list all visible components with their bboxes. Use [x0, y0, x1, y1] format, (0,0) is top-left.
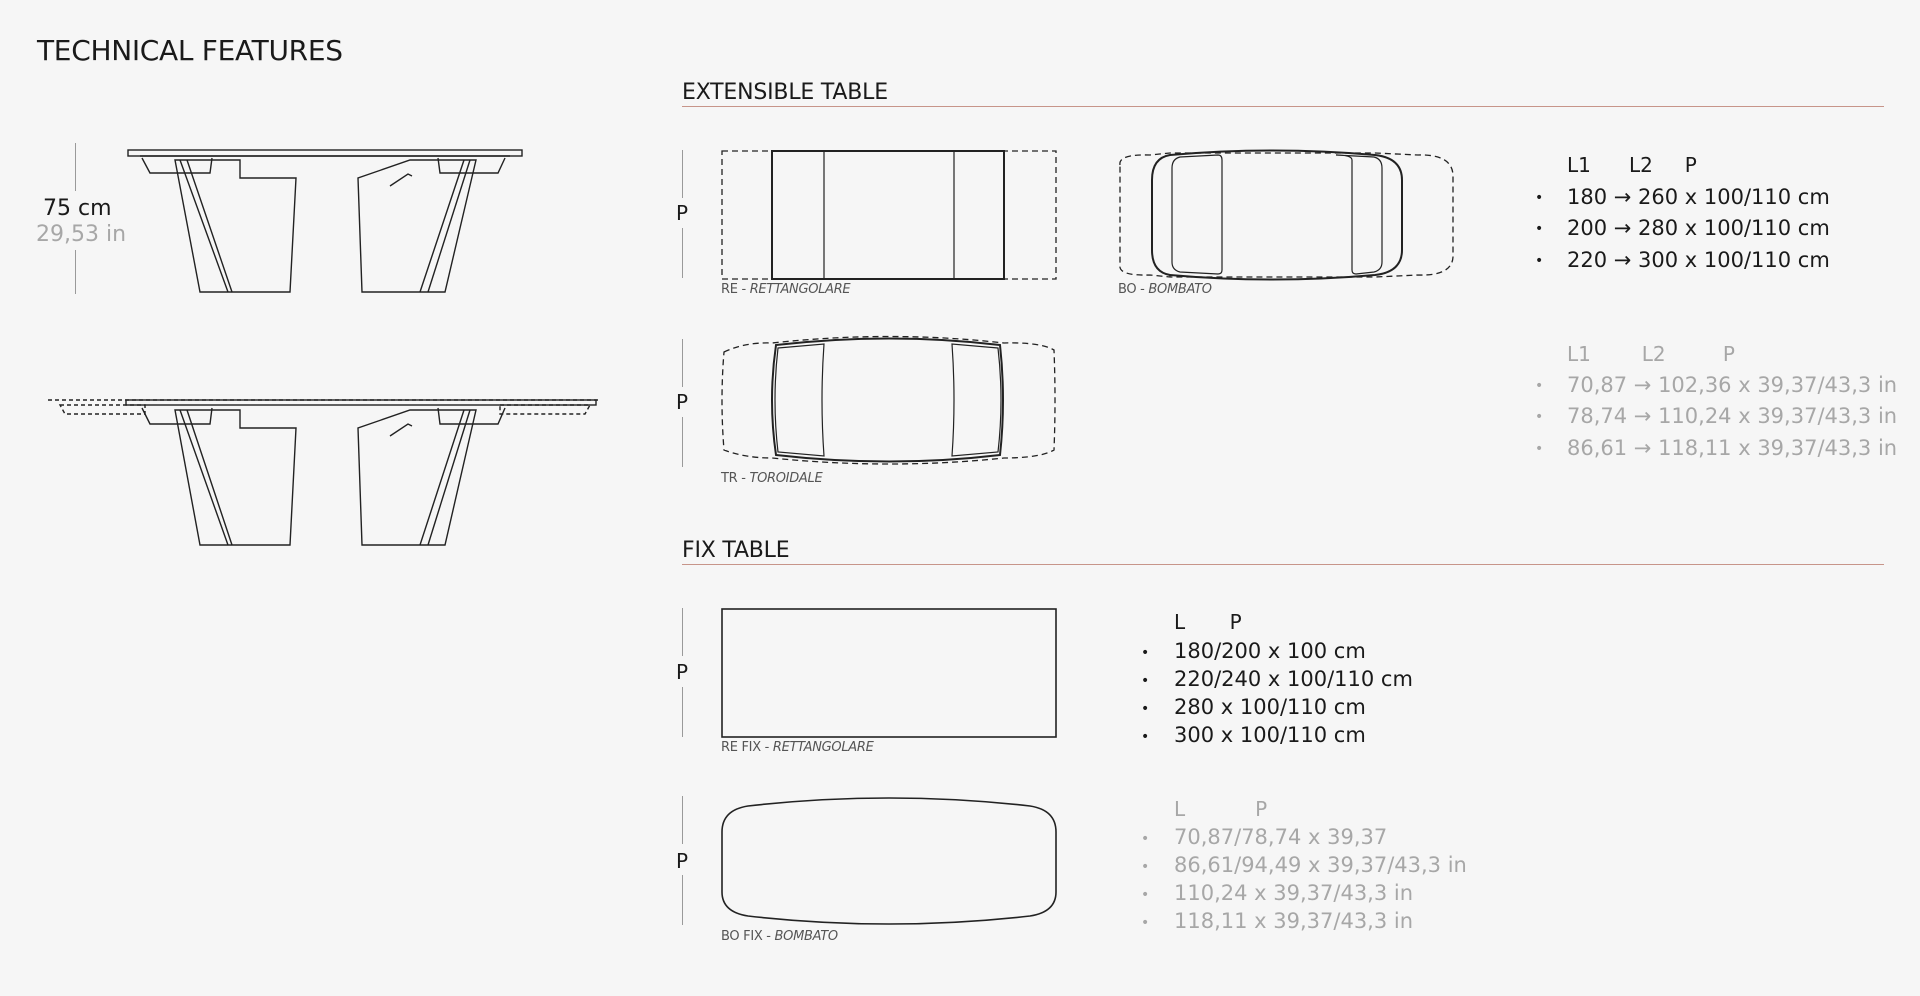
- list-item: 180/200 x 100 cm: [1174, 639, 1366, 663]
- bo-fix-caption: [721, 929, 838, 944]
- header-p: P: [1255, 797, 1268, 821]
- shape-code: TR -: [721, 471, 750, 486]
- shape-name: BOMBATO: [774, 929, 838, 944]
- header-l2: L2: [1629, 153, 1653, 177]
- bullet-icon: •: [1535, 409, 1544, 425]
- shape-name: RETTANGOLARE: [772, 740, 874, 755]
- list-item: 70,87/78,74 x 39,37: [1174, 825, 1388, 849]
- header-l1: L1: [1567, 342, 1591, 366]
- p-dim-label: P: [676, 849, 689, 873]
- list-item: 220/240 x 100/110 cm: [1174, 667, 1413, 691]
- list-item: 180 → 260 x 100/110 cm: [1567, 185, 1830, 209]
- header-l1: L1: [1567, 153, 1591, 177]
- shape-code: BO FIX -: [721, 929, 775, 944]
- extensible-table-heading: EXTENSIBLE TABLE: [682, 80, 888, 105]
- bullet-icon: •: [1535, 441, 1544, 457]
- list-item: 78,74 → 110,24 x 39,37/43,3 in: [1567, 404, 1898, 428]
- shape-code: RE FIX -: [721, 740, 773, 755]
- shape-code: BO -: [1118, 282, 1149, 297]
- bullet-icon: •: [1141, 645, 1150, 661]
- header-l2: L2: [1641, 342, 1666, 366]
- list-item: 70,87 → 102,36 x 39,37/43,3 in: [1567, 373, 1898, 397]
- bullet-icon: •: [1535, 221, 1544, 237]
- shape-code: RE -: [721, 282, 750, 297]
- fix-table-heading: FIX TABLE: [682, 538, 790, 563]
- in-header: [1174, 797, 1267, 821]
- p-dim-label: P: [676, 201, 689, 225]
- header-l: L: [1174, 797, 1186, 821]
- shape-name: BOMBATO: [1148, 282, 1212, 297]
- bullet-icon: •: [1141, 915, 1150, 931]
- page-title: TECHNICAL FEATURES: [37, 34, 343, 67]
- list-item: 86,61 → 118,11 x 39,37/43,3 in: [1567, 436, 1898, 460]
- list-item: 86,61/94,49 x 39,37/43,3 in: [1174, 853, 1467, 877]
- p-dim-label: P: [676, 390, 689, 414]
- bullet-icon: •: [1535, 253, 1544, 269]
- header-p: P: [1722, 342, 1735, 366]
- header-p: P: [1684, 153, 1697, 177]
- bullet-icon: •: [1141, 729, 1150, 745]
- bullet-icon: •: [1535, 190, 1544, 206]
- list-item: 200 → 280 x 100/110 cm: [1567, 216, 1830, 240]
- bullet-icon: •: [1141, 701, 1150, 717]
- shape-name: RETTANGOLARE: [749, 282, 851, 297]
- p-dim-label: P: [676, 660, 689, 684]
- bullet-icon: •: [1141, 673, 1150, 689]
- height-dim-in: 29,53 in: [36, 222, 127, 247]
- header-p: P: [1229, 610, 1242, 634]
- bullet-icon: •: [1141, 859, 1150, 875]
- list-item: 118,11 x 39,37/43,3 in: [1174, 909, 1414, 933]
- bullet-icon: •: [1141, 831, 1150, 847]
- shape-name: TOROIDALE: [749, 471, 823, 486]
- height-dim-cm: 75 cm: [43, 196, 112, 221]
- bullet-icon: •: [1535, 378, 1544, 394]
- bullet-icon: •: [1141, 887, 1150, 903]
- list-item: 280 x 100/110 cm: [1174, 695, 1366, 719]
- list-item: 300 x 100/110 cm: [1174, 723, 1366, 747]
- list-item: 220 → 300 x 100/110 cm: [1567, 248, 1830, 272]
- list-item: 110,24 x 39,37/43,3 in: [1174, 881, 1414, 905]
- header-l: L: [1174, 610, 1186, 634]
